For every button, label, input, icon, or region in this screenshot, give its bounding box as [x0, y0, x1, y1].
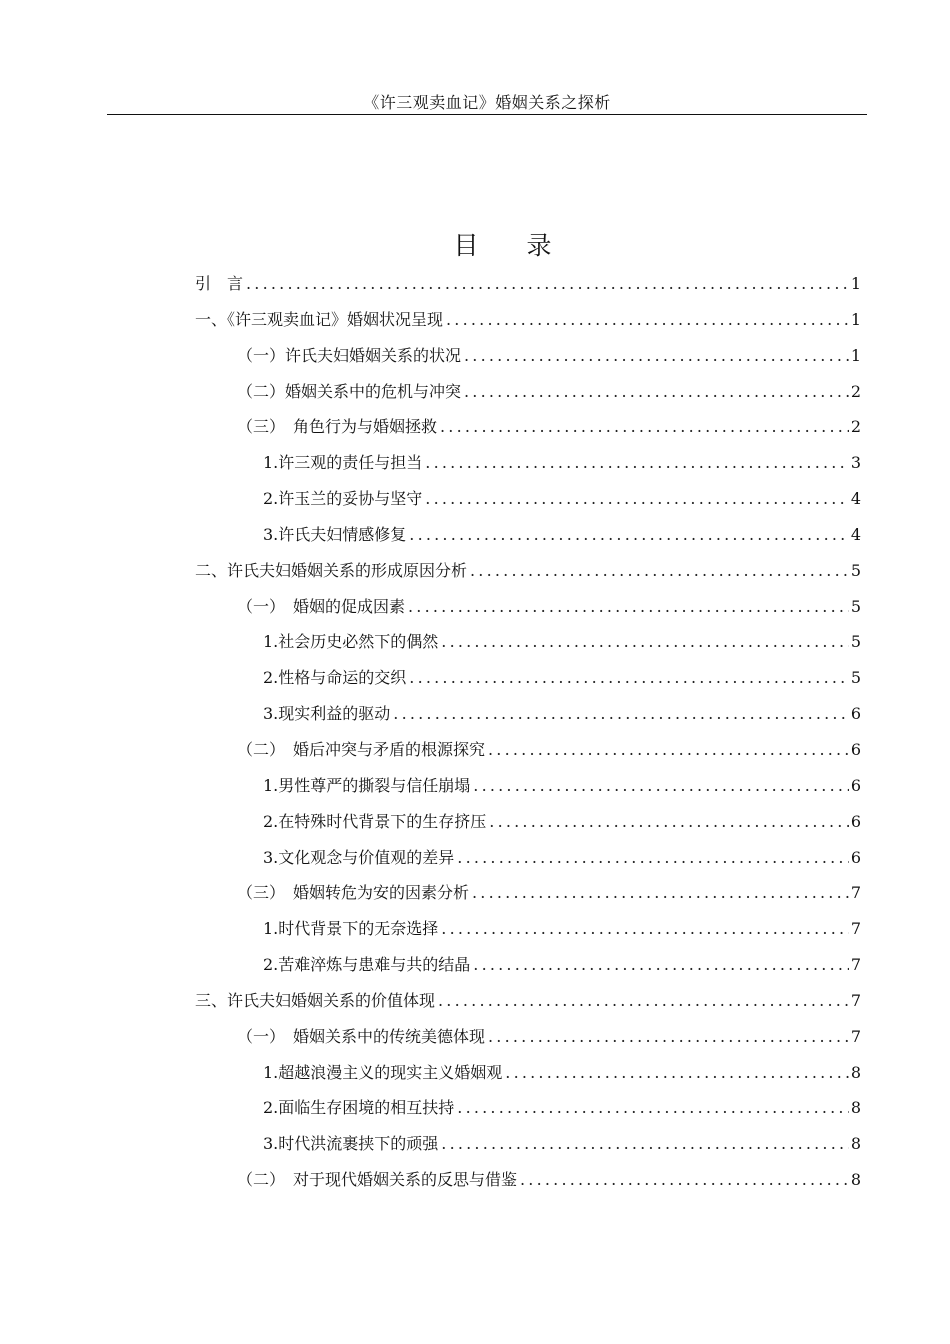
toc-entry-page-number: 7 — [850, 990, 861, 1010]
toc-entry-label: 引 言 — [195, 274, 244, 293]
toc-entry[interactable] — [195, 445, 861, 481]
toc-dot-leader — [457, 840, 849, 876]
table-of-contents — [195, 266, 861, 1198]
toc-entry-page-number: 2 — [850, 417, 861, 437]
toc-entry-label: 3.文化观念与价值观的差异 — [263, 847, 455, 867]
toc-dot-leader — [464, 338, 849, 374]
toc-entry-page-number: 8 — [850, 1062, 861, 1082]
toc-dot-leader — [393, 696, 849, 732]
toc-entry-label: 1.男性尊严的撕裂与信任崩塌 — [263, 775, 471, 795]
toc-entry[interactable] — [195, 1019, 861, 1055]
toc-entry-page-number: 7 — [850, 1026, 861, 1046]
toc-entry[interactable] — [195, 338, 861, 374]
toc-entry-page-number: 7 — [850, 919, 861, 939]
toc-entry-page-number: 8 — [850, 1134, 861, 1154]
toc-entry[interactable] — [195, 696, 861, 732]
toc-entry-page-number: 5 — [850, 596, 861, 616]
toc-entry[interactable] — [195, 768, 861, 804]
toc-entry-label: 3.现实利益的驱动 — [263, 704, 391, 724]
toc-dot-leader — [409, 660, 849, 696]
toc-dot-leader — [246, 266, 849, 302]
toc-entry-page-number: 7 — [850, 955, 861, 975]
toc-dot-leader — [473, 947, 849, 983]
toc-entry-label: （一） 婚姻的促成因素 — [237, 596, 406, 616]
toc-entry-label: 1.许三观的责任与担当 — [263, 453, 423, 473]
toc-dot-leader — [488, 1019, 849, 1055]
toc-entry[interactable] — [195, 481, 861, 517]
toc-entry-label: 1.时代背景下的无奈选择 — [263, 919, 439, 939]
toc-entry-label: （三） 婚姻转危为安的因素分析 — [237, 883, 470, 903]
toc-dot-leader — [489, 804, 849, 840]
toc-entry-page-number: 4 — [850, 524, 861, 544]
toc-entry[interactable] — [195, 732, 861, 768]
toc-dot-leader — [408, 589, 849, 625]
toc-dot-leader — [505, 1055, 849, 1091]
toc-entry-label: 2.性格与命运的交织 — [263, 668, 407, 688]
toc-dot-leader — [470, 553, 849, 589]
toc-dot-leader — [473, 768, 849, 804]
toc-entry-label: 一、《许三观卖血记》婚姻状况呈现 — [195, 309, 444, 329]
toc-dot-leader — [425, 481, 849, 517]
toc-entry-page-number: 1 — [850, 274, 861, 293]
toc-entry-label: 2.苦难淬炼与患难与共的结晶 — [263, 955, 471, 975]
toc-entry-page-number: 1 — [850, 345, 861, 365]
toc-dot-leader — [440, 409, 849, 445]
toc-entry-page-number: 5 — [850, 560, 861, 580]
toc-entry-page-number: 6 — [850, 811, 861, 831]
toc-dot-leader — [425, 445, 849, 481]
toc-entry-label: 2.许玉兰的妥协与坚守 — [263, 489, 423, 509]
toc-dot-leader — [457, 1090, 849, 1126]
toc-entry-page-number: 6 — [850, 775, 861, 795]
toc-entry-label: （一）许氏夫妇婚姻关系的状况 — [237, 345, 462, 365]
toc-dot-leader — [441, 1126, 849, 1162]
toc-entry-label: （一） 婚姻关系中的传统美德体现 — [237, 1026, 486, 1046]
header-divider — [107, 114, 867, 115]
toc-entry[interactable] — [195, 1055, 861, 1091]
toc-entry[interactable] — [195, 911, 861, 947]
toc-dot-leader — [488, 732, 849, 768]
toc-entry-page-number: 6 — [850, 704, 861, 724]
toc-dot-leader — [438, 983, 849, 1019]
toc-title: 目 录 — [453, 231, 572, 260]
toc-entry-label: （三） 角色行为与婚姻拯救 — [237, 417, 438, 437]
toc-entry[interactable] — [195, 517, 861, 553]
toc-entry-label: （二）婚姻关系中的危机与冲突 — [237, 381, 462, 401]
toc-dot-leader — [464, 374, 849, 410]
toc-entry-page-number: 6 — [850, 847, 861, 867]
toc-entry-page-number: 5 — [850, 632, 861, 652]
toc-dot-leader — [446, 302, 849, 338]
toc-entry-label: 三、许氏夫妇婚姻关系的价值体现 — [195, 990, 436, 1010]
toc-entry-label: 3.许氏夫妇情感修复 — [263, 524, 407, 544]
toc-entry[interactable] — [195, 589, 861, 625]
toc-entry-label: 二、许氏夫妇婚姻关系的形成原因分析 — [195, 560, 468, 580]
toc-entry[interactable] — [195, 302, 861, 338]
toc-entry-label: 3.时代洪流裹挟下的顽强 — [263, 1134, 439, 1154]
toc-entry-page-number: 8 — [850, 1170, 861, 1190]
toc-entry[interactable] — [195, 983, 861, 1019]
toc-entry[interactable] — [195, 266, 861, 302]
toc-entry-page-number: 1 — [850, 309, 861, 329]
toc-entry-label: 1.社会历史必然下的偶然 — [263, 632, 439, 652]
toc-entry[interactable] — [195, 409, 861, 445]
toc-dot-leader — [441, 911, 849, 947]
toc-entry[interactable] — [195, 947, 861, 983]
toc-entry[interactable] — [195, 840, 861, 876]
toc-entry-page-number: 8 — [850, 1098, 861, 1118]
toc-entry-page-number: 6 — [850, 739, 861, 759]
toc-entry[interactable] — [195, 804, 861, 840]
toc-entry[interactable] — [195, 624, 861, 660]
toc-entry[interactable] — [195, 875, 861, 911]
toc-entry-page-number: 4 — [850, 489, 861, 509]
toc-entry-label: 1.超越浪漫主义的现实主义婚姻观 — [263, 1062, 503, 1082]
toc-entry-label: （二） 婚后冲突与矛盾的根源探究 — [237, 739, 486, 759]
toc-entry-label: （二） 对于现代婚姻关系的反思与借鉴 — [237, 1170, 518, 1190]
toc-entry[interactable] — [195, 1090, 861, 1126]
toc-entry-label: 2.面临生存困境的相互扶持 — [263, 1098, 455, 1118]
toc-entry-page-number: 7 — [850, 883, 861, 903]
toc-entry-page-number: 3 — [850, 453, 861, 473]
running-header-title: 《许三观卖血记》婚姻关系之探析 — [363, 93, 611, 112]
toc-entry[interactable] — [195, 1162, 861, 1198]
toc-entry-page-number: 5 — [850, 668, 861, 688]
toc-dot-leader — [472, 875, 849, 911]
toc-dot-leader — [520, 1162, 849, 1198]
toc-dot-leader — [441, 624, 849, 660]
toc-entry[interactable] — [195, 553, 861, 589]
toc-entry-label: 2.在特殊时代背景下的生存挤压 — [263, 811, 487, 831]
toc-entry[interactable] — [195, 1126, 861, 1162]
toc-entry[interactable] — [195, 374, 861, 410]
toc-entry-page-number: 2 — [850, 381, 861, 401]
toc-dot-leader — [409, 517, 849, 553]
toc-entry[interactable] — [195, 660, 861, 696]
